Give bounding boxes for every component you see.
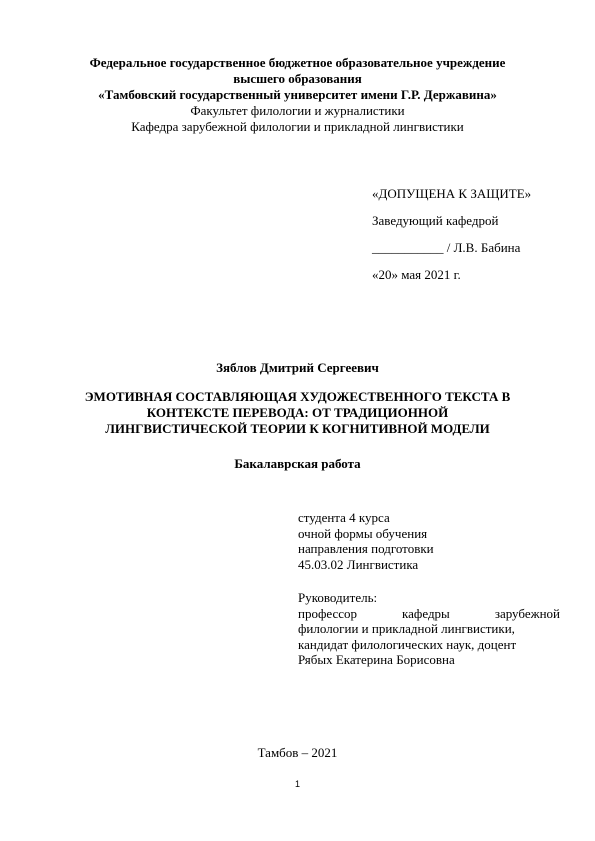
- city-year: Тамбов – 2021: [257, 745, 338, 760]
- student-line-2: очной формы обучения: [298, 525, 428, 541]
- title-line-1: ЭМОТИВНАЯ СОСТАВЛЯЮЩАЯ ХУДОЖЕСТВЕННОГО ТЕКСТА В: [84, 389, 511, 404]
- supervisor-name: Рябых Екатерина Борисовна: [298, 652, 455, 667]
- supervisor-word-2: кафедры: [402, 605, 450, 621]
- institution-header: [40, 55, 555, 135]
- student-line-4: 45.03.02 Лингвистика: [298, 556, 419, 572]
- supervisor-line-1: [298, 606, 560, 622]
- header-university: «Тамбовский государственный университет имени Г.Р. Державина»: [98, 87, 497, 102]
- approval-block: [372, 186, 531, 294]
- student-info: [298, 510, 434, 572]
- approval-stamp: «ДОПУЩЕНА К ЗАЩИТЕ»: [372, 186, 532, 201]
- header-department: Кафедра зарубежной филологии и прикладной лингвистики: [131, 119, 464, 134]
- header-line-1: Федеральное государственное бюджетное образовательное учреждение: [89, 55, 506, 70]
- supervisor-line-3: кандидат филологических наук, доцент: [298, 636, 517, 652]
- approval-position: Заведующий кафедрой: [372, 213, 499, 228]
- approval-date: «20» мая 2021 г.: [372, 267, 461, 282]
- supervisor-word-3: зарубежной: [494, 605, 560, 621]
- header-line-2: высшего образования: [233, 71, 362, 86]
- student-line-1: студента 4 курса: [298, 510, 390, 525]
- header-faculty: Факультет филологии и журналистики: [190, 103, 405, 118]
- author-name: Зяблов Дмитрий Сергеевич: [216, 360, 379, 375]
- student-line-3: направления подготовки: [298, 541, 434, 556]
- supervisor-label: Руководитель:: [298, 590, 378, 605]
- page-number: 1: [294, 779, 300, 789]
- thesis-title: [40, 389, 555, 437]
- work-type: Бакалаврская работа: [234, 456, 361, 471]
- title-line-3: ЛИНГВИСТИЧЕСКОЙ ТЕОРИИ К КОГНИТИВНОЙ МОДЕЛИ: [105, 421, 490, 436]
- title-line-2: КОНТЕКСТЕ ПЕРЕВОДА: ОТ ТРАДИЦИОННОЙ: [146, 405, 449, 420]
- supervisor-line-2: филологии и прикладной лингвистики,: [298, 621, 515, 636]
- supervisor-word-1: профессор: [298, 605, 358, 621]
- approval-signature: ___________ / Л.В. Бабина: [372, 240, 521, 255]
- supervisor-info: [298, 590, 560, 668]
